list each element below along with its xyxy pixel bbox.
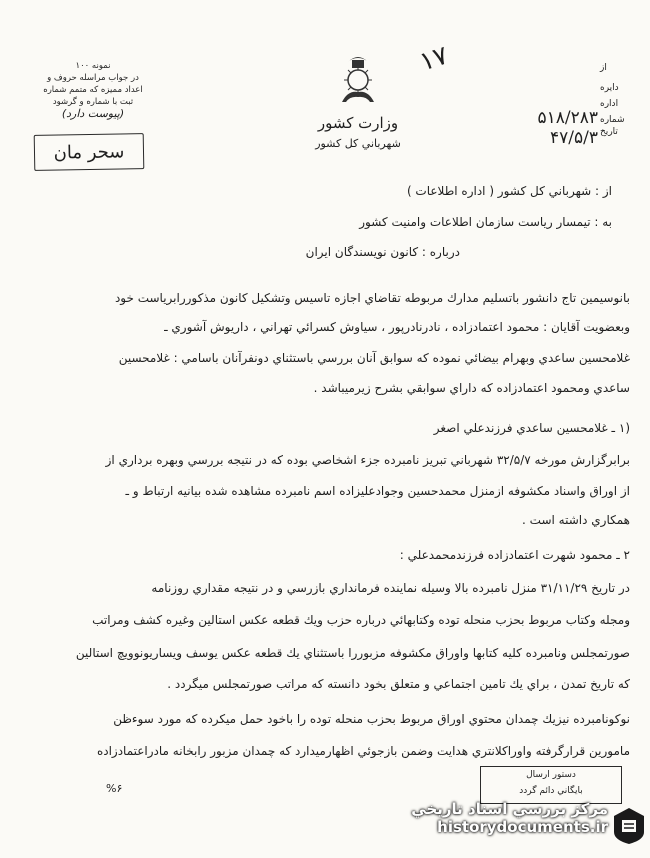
body-line-12: صورتمجلس ونامبرده كليه كتابها واوراق مكشوفه مزبوررا باستثناي يك قطعه عكس يوسف ويساريونوويچ استالين [75, 646, 630, 660]
body-line-11: ومجله وكتاب مربوط بحزب منحله توده وكتابهائي درباره حزب ويك قطعه عكس استالين وغيره كشف ومراتب [92, 613, 630, 627]
lion-and-sun-emblem-icon [334, 50, 382, 110]
to-line: به : تيمسار رياست سازمان اطلاعات وامنيت كشور [359, 215, 612, 229]
ministry-title: وزارت كشور [317, 114, 399, 132]
watermark [352, 800, 614, 850]
body-line-2: وبعضويت آقايان : محمود اعتمادزاده ، نادرنادرپور ، سياوش كسرائي تهراني ، داريوش آشوري ـ [164, 320, 630, 334]
archive-stamp-line2: بايگاني دائم گردد [519, 786, 583, 796]
body-line-5: (۱ ـ غلامحسين ساعدي فرزندعلي اصغر [433, 421, 630, 435]
letter-date: ۴۷/۵/۳ [550, 128, 598, 148]
secret-stamp [34, 133, 145, 171]
secret-stamp-text: سحر مان [53, 140, 125, 164]
from-line: از : شهرباني كل كشور ( اداره اطلاعات ) [406, 184, 612, 198]
label-date: تاريخ [600, 127, 618, 137]
archive-logo-icon [612, 806, 646, 846]
body-line-9: ۲ ـ محمود شهرت اعتمادزاده فرزندمحمدعلي : [399, 548, 630, 562]
form-note-line2: اعداد مميزه كه متمم شماره [43, 85, 143, 95]
body-line-15: مامورين قرارگرفته واوراكلانتري هدايت وضمن بازجوئي اظهارميدارد كه چمدان مزبور رابخانه مادراعتمادزاده [96, 744, 630, 758]
label-department: دايره [600, 83, 619, 93]
body-line-10: در تاريخ ۳۱/۱۱/۲۹ منزل نامبرده بالا وسيله نماينده فرمانداري بازرسي و در نتيجه مقداري روزنامه [151, 581, 630, 595]
form-info-block [38, 60, 148, 120]
enclosure-note: (پيوست دارد) [61, 107, 125, 120]
watermark-url: historydocuments.ir [437, 818, 608, 836]
form-note-line3: ثبت با شماره و گرشود [52, 97, 134, 107]
body-line-14: نوكونامبرده نيزيك چمدان محتوي اوراق مربوط بحزب منحله توده را باخود حمل ميكرده كه مورد سوءظن [113, 712, 630, 726]
subject-line: درباره : كانون نويسندگان ايران [305, 245, 460, 259]
letter-number: ۵۱۸/۲۸۳ [537, 108, 598, 128]
form-number: نمونه ۱۰۰ [75, 61, 111, 71]
label-office: اداره [600, 99, 619, 109]
archive-stamp-line1: دستور ارسال [526, 770, 576, 780]
body-line-7: از اوراق واسناد مكشوفه ازمنزل محمدحسين وجوادعليزاده اسم نامبرده مشاهده شده بيانيه ارتباط و ـ [125, 484, 630, 498]
form-note-line1: در جواب مراسله حروف و [47, 73, 139, 83]
footer-left-mark: %۶ [106, 782, 123, 795]
body-line-8: همكاري داشته است . [522, 513, 630, 527]
body-line-3: غلامحسين ساعدي وبهرام بيضائي نموده كه سوابق آنان بررسي باستثناي دونفرآنان باسامي : غلامحسين [118, 351, 630, 365]
label-number: شماره [600, 115, 625, 125]
body-line-13: كه تاريخ تمدن ، براي يك تامين اجتماعي و متعلق بخود دانسته كه مراتب صورتمجلس ميگردد . [167, 677, 630, 691]
body-line-4: ساعدي ومحمود اعتمادزاده كه داراي سوابقي بشرح زيرميباشد . [313, 381, 630, 395]
body-line-6: برابرگزارش مورخه ۳۲/۵/۷ شهرباني تبريز نامبرده جزء اشخاصي بوده كه در نتيجه بررسي وبهره برداري از [105, 453, 630, 467]
archive-stamp [480, 766, 622, 804]
header-labels [600, 62, 646, 138]
body-line-1: بانوسيمين تاج دانشور باتسليم مدارك مربوطه تقاضاي اجازه تاسيس وتشكيل كانون مذكوررابرياست خود [114, 291, 630, 305]
handwritten-mark: ۱۷ [416, 40, 452, 78]
watermark-arabic: مركز بررسي اسناد تاريخي [411, 800, 608, 818]
label-from: از [600, 63, 607, 73]
police-subtitle: شهرباني كل كشور [315, 137, 401, 150]
